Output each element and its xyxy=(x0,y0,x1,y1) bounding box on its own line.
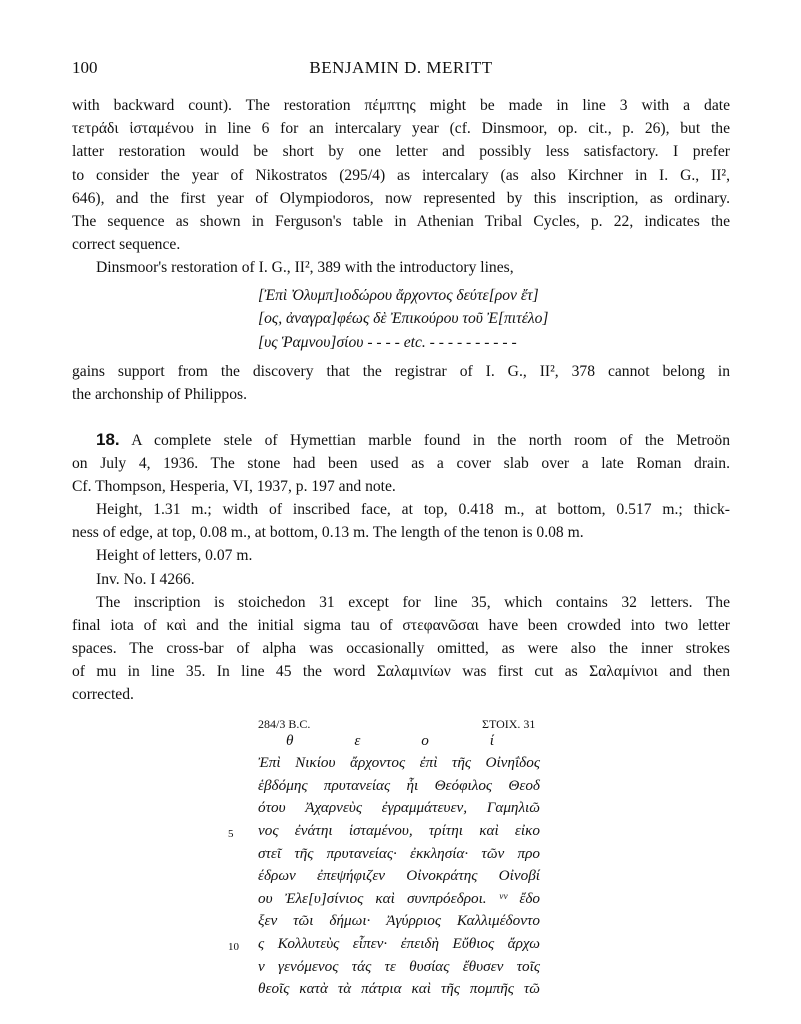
theoi-letter: ε xyxy=(354,731,361,749)
paragraph-4 xyxy=(72,591,730,707)
theoi-letter: θ xyxy=(286,731,294,749)
text-line: spaces. The cross-bar of alpha was occasionally omitted, as were also the inner strokes xyxy=(72,640,730,658)
stoichedon-label: ΣΤΟΙΧ. 31 xyxy=(482,716,536,731)
text-line: Height, 1.31 m.; width of inscribed face, at top, 0.418 m., at bottom, 0.517 m.; thick- xyxy=(96,500,730,518)
text-line: to consider the year of Nikostratos (295/4) as intercalary (as also Kirchner in I. G., II², xyxy=(72,166,730,184)
inscription-line xyxy=(72,864,730,887)
theoi-letter: ί xyxy=(489,731,494,749)
inscription-line-text: νος ἐνάτηι ἱσταμένου, τρίτηι καὶ εἰκο xyxy=(258,822,540,839)
section-18 xyxy=(72,428,730,498)
inscription-line-text: ἑβδόμης πρυτανείας ἧι Θεόφιλος Θεοδ xyxy=(258,776,540,794)
inscription-line-text: ν γενόμενος τάς τε θυσίας ἔθυσεν τοῖς xyxy=(258,957,540,975)
text-line: 646), and the first year of Olympiodoros, now represented by this inscription, as ordinary. xyxy=(72,189,730,207)
text-line: The inscription is stoichedon 31 except for line 35, which contains 32 letters. The xyxy=(96,593,730,611)
line-number: 5 xyxy=(228,828,234,840)
theoi-heading xyxy=(258,729,520,752)
inscription-line xyxy=(72,751,730,774)
inscription-line xyxy=(72,819,730,842)
text-line: gains support from the discovery that the registrar of I. G., II², 378 cannot belong in xyxy=(72,363,730,380)
letter-height: Height of letters, 0.07 m. xyxy=(96,547,253,565)
theoi-row xyxy=(72,729,730,752)
page-header xyxy=(72,58,730,80)
section-gap xyxy=(72,406,730,428)
paragraph-2: Dinsmoor's restoration of I. G., II², 389 with the introductory lines, xyxy=(96,259,514,277)
inscription-line xyxy=(72,932,730,955)
text-line: on July 4, 1936. The stone had been used as a cover slab over a late Roman drain. xyxy=(72,454,730,472)
body-text xyxy=(72,94,730,1000)
page-number: 100 xyxy=(72,58,98,77)
text-line: corrected. xyxy=(72,686,134,704)
text-line: A complete stele of Hymettian marble found in the north room of the Metroön xyxy=(131,432,730,450)
quote-line: [Ἐπὶ Ὀλυμπ]ιοδώρου ἄρχοντος δεύτε[ρον ἔτ] xyxy=(258,286,539,304)
running-head: BENJAMIN D. MERITT xyxy=(309,58,493,77)
quote-line: [υς Ῥαμνου]σίου - - - - etc. - - - - - - - - - - xyxy=(258,333,517,351)
inscription-line-text: θεοῖς κατὰ τὰ πάτρια καὶ τῆς πομπῆς τῶ xyxy=(258,980,540,998)
inventory-number: Inv. No. I 4266. xyxy=(96,570,195,588)
dimensions xyxy=(72,498,730,544)
inscription-line-text: ου Ἐλε[υ]σίνιος καὶ συνπρόεδροι. ᵛᵛ ἔδο xyxy=(258,889,540,907)
inscription-line-text: Ἐπὶ Νικίου ἄρχοντος ἐπὶ τῆς Οἰνηΐδος xyxy=(258,754,540,772)
inscription-line-text: έδρων ἐπεψήφιζεν Οἰνοκράτης Οἰνοβί xyxy=(258,867,540,885)
inscription-date: 284/3 B.C. xyxy=(258,716,311,731)
section-first-line xyxy=(72,428,730,451)
quote-line: [ος, ἀναγρα]φέως δὲ Ἐπικούρου τοῦ Ἐ[πιτέλο] xyxy=(258,310,549,327)
inscription-line xyxy=(72,796,730,819)
text-line: with backward count). The restoration πέμπτης might be made in line 3 with a date xyxy=(72,97,730,114)
text-line: The sequence as shown in Ferguson's table in Athenian Tribal Cycles, p. 22, indicates the xyxy=(72,212,730,230)
line-number: 10 xyxy=(228,940,239,953)
inscription-line xyxy=(72,977,730,1000)
text-line: ness of edge, at top, 0.08 m., at bottom, 0.13 m. The length of the tenon is 0.08 m. xyxy=(72,524,584,542)
text-line: final iota of καὶ and the initial sigma tau of στεφανῶσαι have been crowded into two letter xyxy=(72,616,730,634)
text-line: the archonship of Philippos. xyxy=(72,386,247,404)
paragraph-3 xyxy=(72,360,730,406)
inscription-line-text: ξεν τῶι δήμωι· Ἀγύρριος Καλλιμέδοντο xyxy=(258,912,540,930)
quoted-restoration xyxy=(72,284,730,355)
paragraph-1 xyxy=(72,94,730,256)
inscription-header xyxy=(72,709,730,729)
text-line: of mu in line 35. In line 45 the word Σαλαμινίων was first cut as Σαλαμίνιοι and then xyxy=(72,663,730,681)
text-line: latter restoration would be short by one letter and possibly less satisfactory. I prefer xyxy=(72,143,730,161)
inscription-text xyxy=(72,729,730,1000)
text-line: τετράδι ἱσταμένου in line 6 for an intercalary year (cf. Dinsmoor, op. cit., p. 26), but the xyxy=(72,120,730,138)
section-number: 18. xyxy=(96,430,120,450)
text-line: correct sequence. xyxy=(72,236,181,254)
inscription-line xyxy=(72,887,730,910)
inscription-line-text: ότου Ἀχαρνεὺς ἐγραμμάτευεν, Γαμηλιῶ xyxy=(258,799,540,817)
inscription-line xyxy=(72,955,730,978)
inscription-line-text: στεῖ τῆς πρυτανείας· ἐκκλησία· τῶν προ xyxy=(258,844,540,862)
inscription-line xyxy=(72,909,730,932)
text-line: Cf. Thompson, Hesperia, VI, 1937, p. 197 and note. xyxy=(72,477,396,495)
inscription-line-text: ς Κολλυτεὺς εἶπεν· ἐπειδὴ Εὔθιος ἄρχω xyxy=(258,934,540,952)
theoi-letter: ο xyxy=(421,731,429,749)
inscription-line xyxy=(72,774,730,797)
inscription-line xyxy=(72,842,730,865)
